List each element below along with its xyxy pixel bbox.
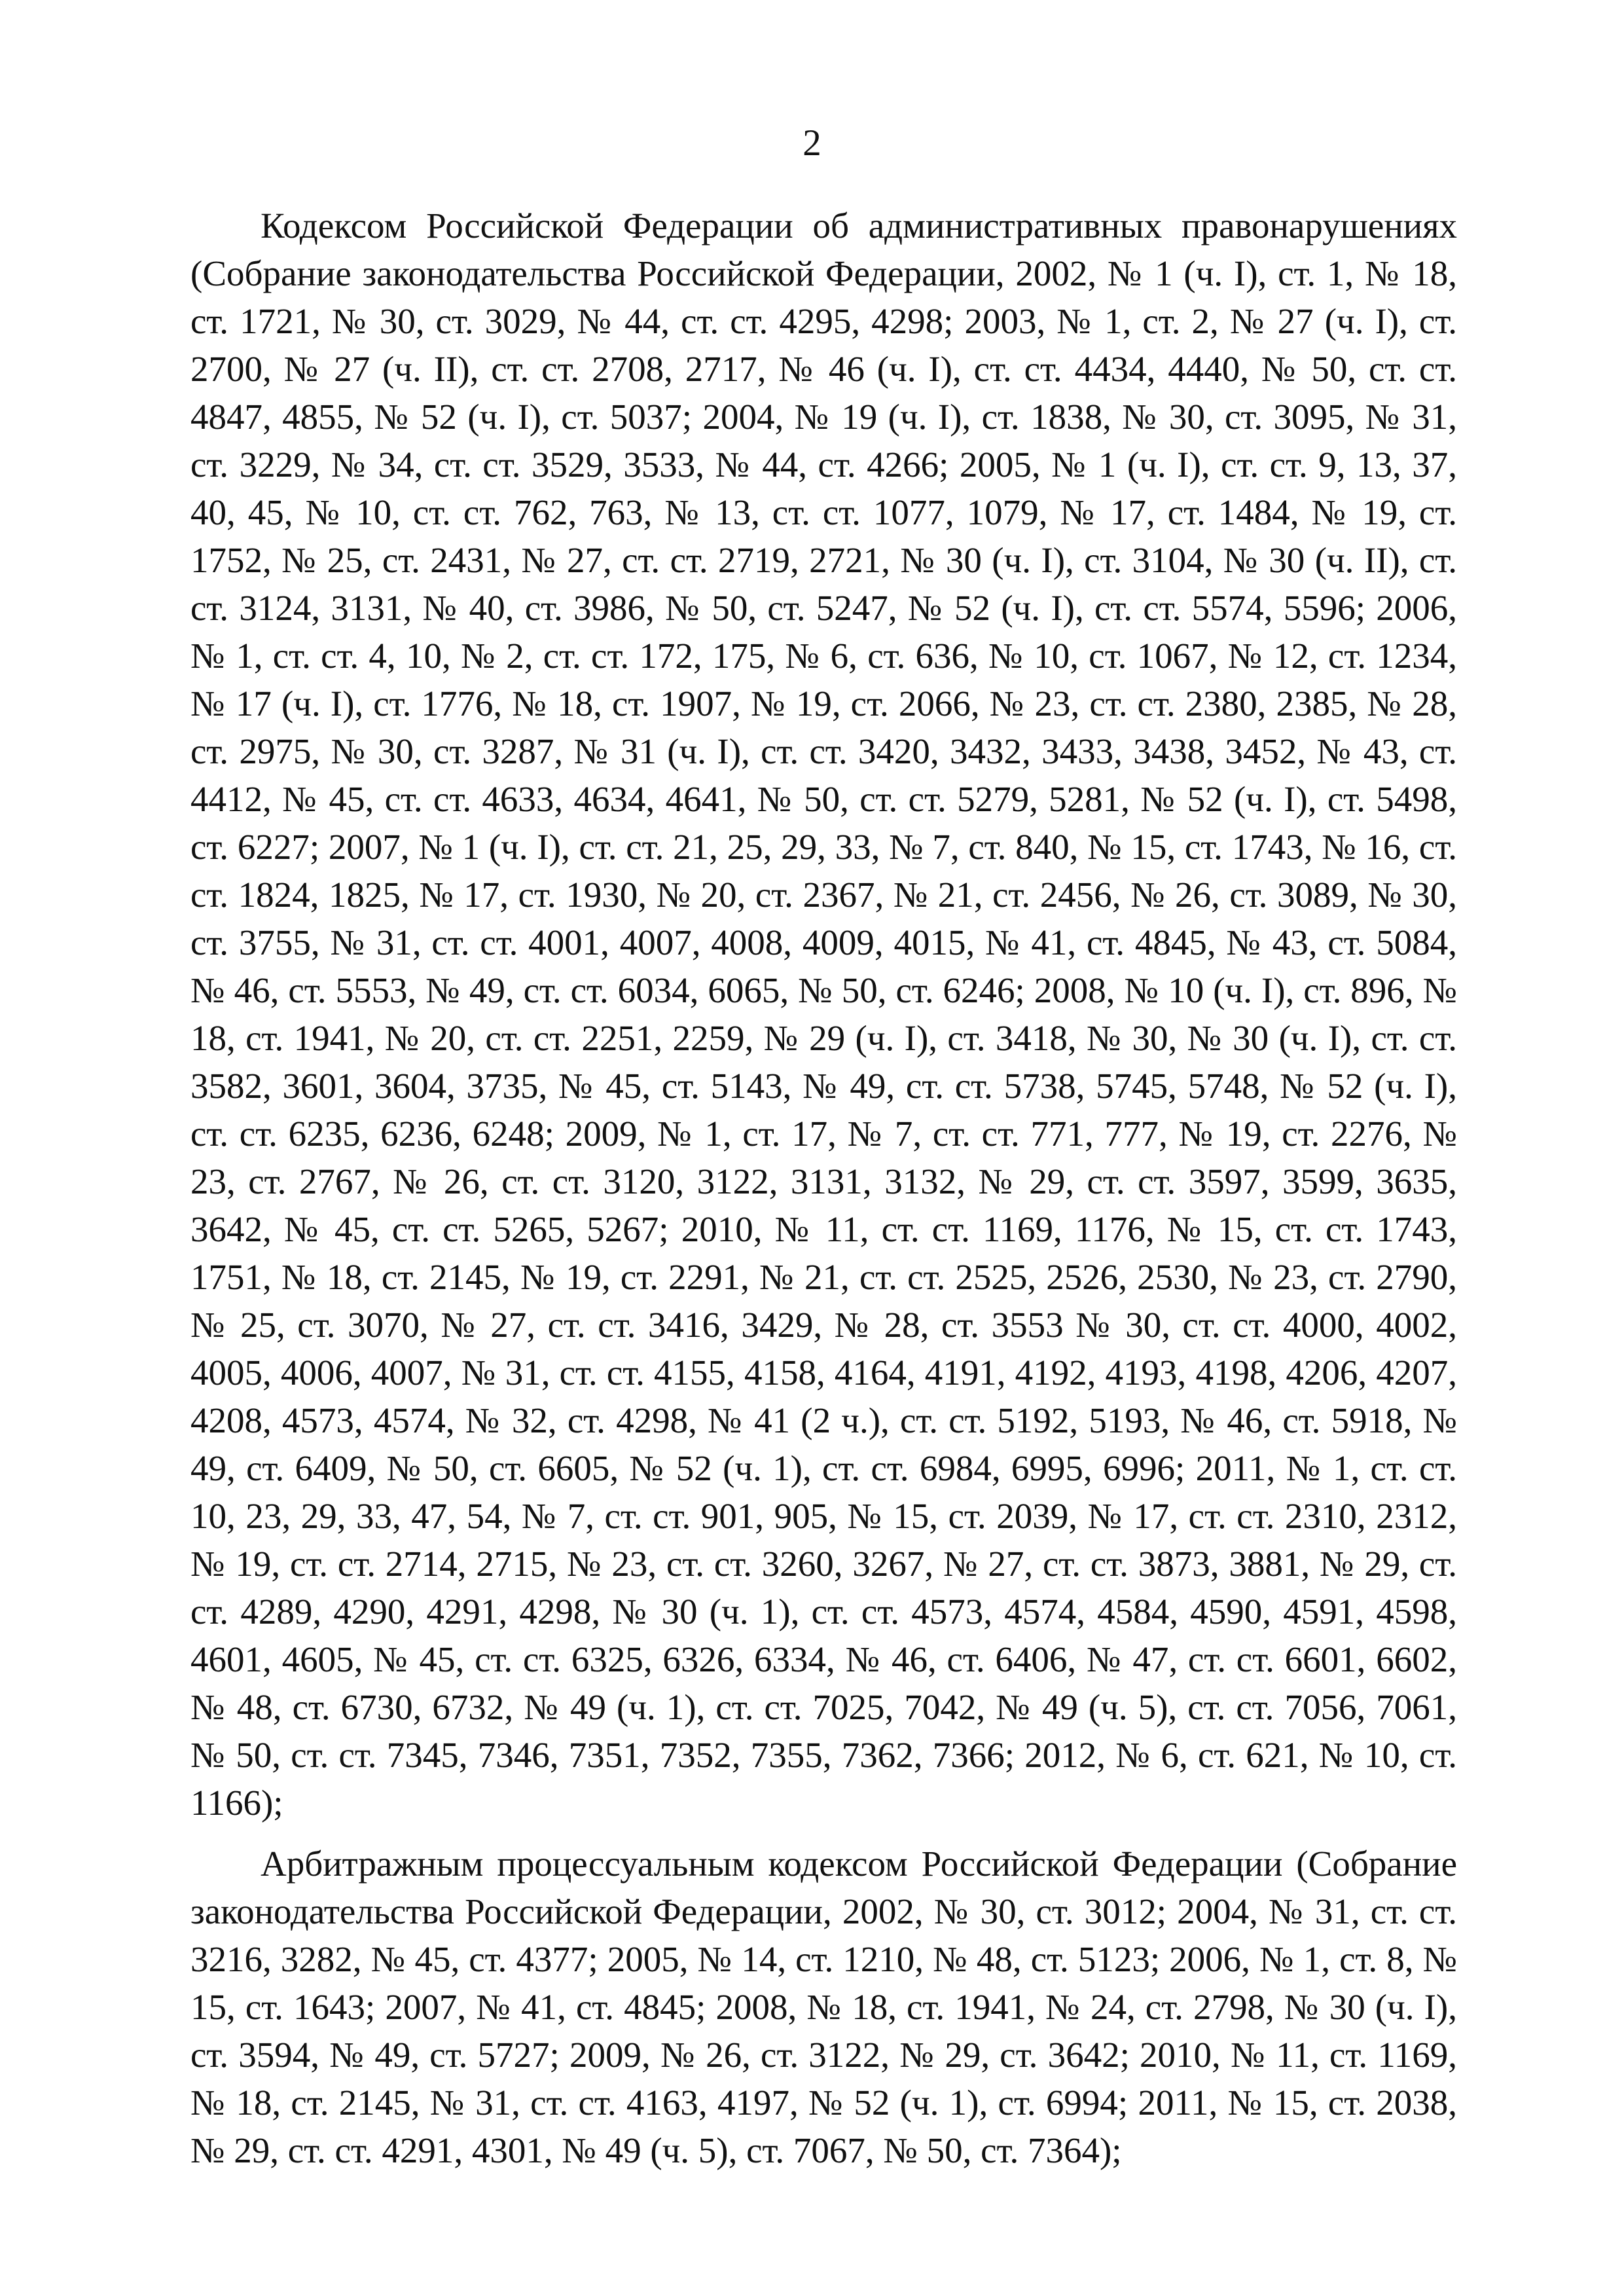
paragraph-arbitration-code: Арбитражным процессуальным кодексом Российской Федерации (Собрание законодательства Российской Федерации, 2002, № 30, ст. 3012; 2004, № 31, ст. ст. 3216, 3282, № 45, ст. 4377; 2005, № 14, ст. 1210, № 48, ст. 5123; 2006, № 1, ст. 8, № 15, ст. 1643; 2007, № 41, ст. 4845; 2008, № 18, ст. 1941, № 24, ст. 2798, № 30 (ч. I), ст. 3594, № 49, ст. 5727; 2009, № 26, ст. 3122, № 29, ст. 3642; 2010, № 11, ст. 1169, № 18, ст. 2145, № 31, ст. ст. 4163, 4197, № 52 (ч. 1), ст. 6994; 2011, № 15, ст. 2038, № 29, ст. ст. 4291, 4301, № 49 (ч. 5), ст. 7067, № 50, ст. 7364); — [190, 1844, 1457, 2170]
document-body — [190, 202, 1457, 2174]
paragraph-administrative-code: Кодексом Российской Федерации об административных правонарушениях (Собрание законодательства Российской Федерации, 2002, № 1 (ч. I), ст. 1, № 18, ст. 1721, № 30, ст. 3029, № 44, ст. ст. 4295, 4298; 2003, № 1, ст. 2, № 27 (ч. I), ст. 2700, № 27 (ч. II), ст. ст. 2708, 2717, № 46 (ч. I), ст. ст. 4434, 4440, № 50, ст. ст. 4847, 4855, № 52 (ч. I), ст. 5037; 2004, № 19 (ч. I), ст. 1838, № 30, ст. 3095, № 31, ст. 3229, № 34, ст. ст. 3529, 3533, № 44, ст. 4266; 2005, № 1 (ч. I), ст. ст. 9, 13, 37, 40, 45, № 10, ст. ст. 762, 763, № 13, ст. ст. 1077, 1079, № 17, ст. 1484, № 19, ст. 1752, № 25, ст. 2431, № 27, ст. ст. 2719, 2721, № 30 (ч. I), ст. 3104, № 30 (ч. II), ст. ст. 3124, 3131, № 40, ст. 3986, № 50, ст. 5247, № 52 (ч. I), ст. ст. 5574, 5596; 2006, № 1, ст. ст. 4, 10, № 2, ст. ст. 172, 175, № 6, ст. 636, № 10, ст. 1067, № 12, ст. 1234, № 17 (ч. I), ст. 1776, № 18, ст. 1907, № 19, ст. 2066, № 23, ст. ст. 2380, 2385, № 28, ст. 2975, № 30, ст. 3287, № 31 (ч. I), ст. ст. 3420, 3432, 3433, 3438, 3452, № 43, ст. 4412, № 45, ст. ст. 4633, 4634, 4641, № 50, ст. ст. 5279, 5281, № 52 (ч. I), ст. 5498, ст. 6227; 2007, № 1 (ч. I), ст. ст. 21, 25, 29, 33, № 7, ст. 840, № 15, ст. 1743, № 16, ст. ст. 1824, 1825, № 17, ст. 1930, № 20, ст. 2367, № 21, ст. 2456, № 26, ст. 3089, № 30, ст. 3755, № 31, ст. ст. 4001, 4007, 4008, 4009, 4015, № 41, ст. 4845, № 43, ст. 5084, № 46, ст. 5553, № 49, ст. ст. 6034, 6065, № 50, ст. 6246; 2008, № 10 (ч. I), ст. 896, № 18, ст. 1941, № 20, ст. ст. 2251, 2259, № 29 (ч. I), ст. 3418, № 30, № 30 (ч. I), ст. ст. 3582, 3601, 3604, 3735, № 45, ст. 5143, № 49, ст. ст. 5738, 5745, 5748, № 52 (ч. I), ст. ст. 6235, 6236, 6248; 2009, № 1, ст. 17, № 7, ст. ст. 771, 777, № 19, ст. 2276, № 23, ст. 2767, № 26, ст. ст. 3120, 3122, 3131, 3132, № 29, ст. ст. 3597, 3599, 3635, 3642, № 45, ст. ст. 5265, 5267; 2010, № 11, ст. ст. 1169, 1176, № 15, ст. ст. 1743, 1751, № 18, ст. 2145, № 19, ст. 2291, № 21, ст. ст. 2525, 2526, 2530, № 23, ст. 2790, № 25, ст. 3070, № 27, ст. ст. 3416, 3429, № 28, ст. 3553 № 30, ст. ст. 4000, 4002, 4005, 4006, 4007, № 31, ст. ст. 4155, 4158, 4164, 4191, 4192, 4193, 4198, 4206, 4207, 4208, 4573, 4574, № 32, ст. 4298, № 41 (2 ч.), ст. ст. 5192, 5193, № 46, ст. 5918, № 49, ст. 6409, № 50, ст. 6605, № 52 (ч. 1), ст. ст. 6984, 6995, 6996; 2011, № 1, ст. ст. 10, 23, 29, 33, 47, 54, № 7, ст. ст. 901, 905, № 15, ст. 2039, № 17, ст. ст. 2310, 2312, № 19, ст. ст. 2714, 2715, № 23, ст. ст. 3260, 3267, № 27, ст. ст. 3873, 3881, № 29, ст. ст. 4289, 4290, 4291, 4298, № 30 (ч. 1), ст. ст. 4573, 4574, 4584, 4590, 4591, 4598, 4601, 4605, № 45, ст. ст. 6325, 6326, 6334, № 46, ст. 6406, № 47, ст. ст. 6601, 6602, № 48, ст. 6730, 6732, № 49 (ч. 1), ст. ст. 7025, 7042, № 49 (ч. 5), ст. ст. 7056, 7061, № 50, ст. ст. 7345, 7346, 7351, 7352, 7355, 7362, 7366; 2012, № 6, ст. 621, № 10, ст. 1166); — [190, 206, 1457, 1823]
page-number: 2 — [803, 122, 821, 164]
